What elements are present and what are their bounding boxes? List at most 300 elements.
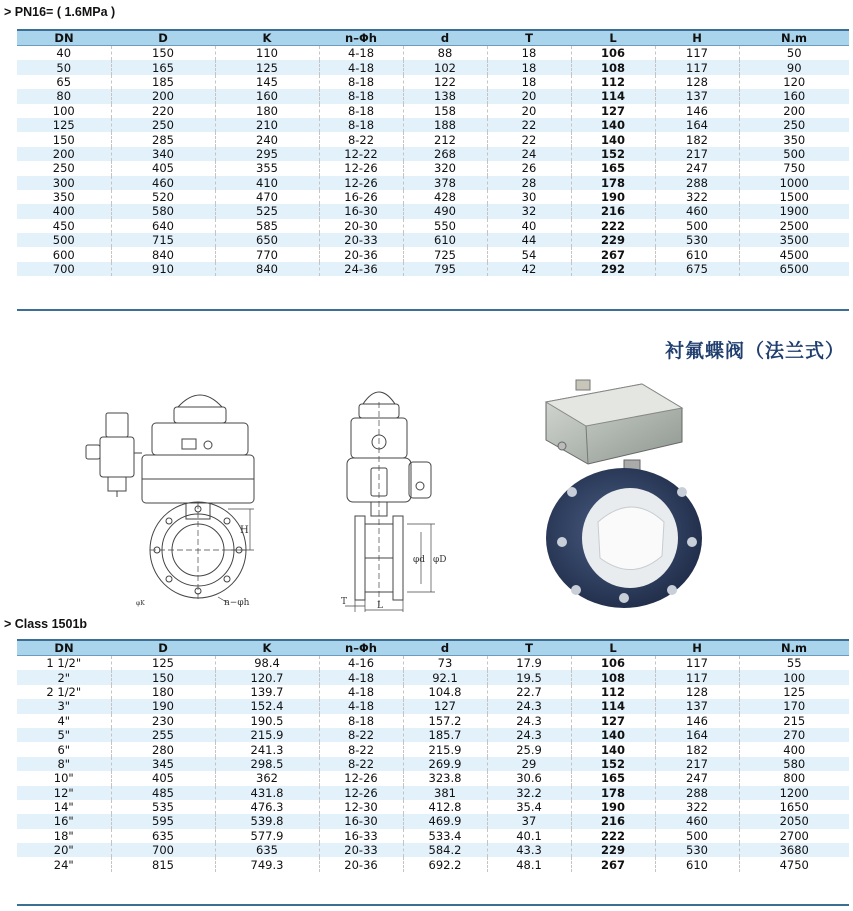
table-cell: 405 bbox=[111, 771, 215, 785]
table-cell: 1500 bbox=[739, 190, 849, 204]
table-row bbox=[17, 233, 849, 247]
table-cell: 102 bbox=[403, 60, 487, 74]
table-cell: 520 bbox=[111, 190, 215, 204]
table-cell: 25.9 bbox=[487, 742, 571, 756]
table-row bbox=[17, 204, 849, 218]
table-cell: 22 bbox=[487, 132, 571, 146]
table-cell: 285 bbox=[111, 132, 215, 146]
table-cell: 378 bbox=[403, 176, 487, 190]
table-cell: 185 bbox=[111, 75, 215, 89]
table-cell: 29 bbox=[487, 757, 571, 771]
table-cell: 450 bbox=[52, 218, 75, 233]
table-cell: 535 bbox=[111, 800, 215, 814]
table-cell: 145 bbox=[215, 75, 319, 89]
table-cell: 98.4 bbox=[215, 656, 319, 671]
table-row bbox=[17, 147, 849, 161]
table-cell: 127 bbox=[403, 699, 487, 713]
table-cell: 182 bbox=[655, 742, 739, 756]
table-cell: 20-36 bbox=[319, 857, 403, 871]
table-cell: 241.3 bbox=[215, 742, 319, 756]
table-cell: 150 bbox=[111, 46, 215, 61]
table-cell: 117 bbox=[655, 656, 739, 671]
table-row bbox=[17, 161, 849, 175]
column-header: D bbox=[111, 641, 215, 656]
table-cell: 2700 bbox=[739, 829, 849, 843]
table-cell: 180 bbox=[215, 104, 319, 118]
column-header: N.m bbox=[739, 641, 849, 656]
column-header: H bbox=[655, 31, 739, 46]
column-header: T bbox=[487, 641, 571, 656]
table-row bbox=[17, 786, 849, 800]
table-cell: 90 bbox=[739, 60, 849, 74]
table-cell: 725 bbox=[403, 247, 487, 261]
spec-table-pn16 bbox=[17, 31, 849, 276]
table-cell: 530 bbox=[655, 233, 739, 247]
table-cell: 412.8 bbox=[403, 800, 487, 814]
table-cell: 229 bbox=[571, 843, 655, 857]
table-cell: 18 bbox=[487, 75, 571, 89]
table-cell: 210 bbox=[215, 118, 319, 132]
table-cell: 117 bbox=[655, 60, 739, 74]
table-cell: 127 bbox=[571, 714, 655, 728]
table-cell: 165 bbox=[571, 771, 655, 785]
table-cell: 20-30 bbox=[319, 219, 403, 233]
table-cell: 595 bbox=[111, 814, 215, 828]
table-cell: 750 bbox=[739, 161, 849, 175]
indicator-dome-shape bbox=[178, 395, 222, 407]
table-cell: 28 bbox=[487, 176, 571, 190]
table-cell: 222 bbox=[571, 219, 655, 233]
table-cell: 323.8 bbox=[403, 771, 487, 785]
n-phi-h-label: n−φh bbox=[224, 598, 250, 608]
column-header: n–Φh bbox=[319, 641, 403, 656]
table-cell: 190 bbox=[111, 699, 215, 713]
table-cell: 910 bbox=[111, 262, 215, 276]
table-cell: 50 bbox=[739, 46, 849, 61]
table-cell: 125 bbox=[111, 656, 215, 671]
table-row bbox=[17, 60, 849, 74]
table-row bbox=[17, 46, 849, 61]
table-cell: 795 bbox=[403, 262, 487, 276]
table-cell: 122 bbox=[403, 75, 487, 89]
table-cell: 10" bbox=[53, 771, 74, 786]
table-cell: 160 bbox=[739, 89, 849, 103]
table-cell: 12-30 bbox=[319, 800, 403, 814]
spec-table-class150 bbox=[17, 641, 849, 872]
table-cell: 185.7 bbox=[403, 728, 487, 742]
table-cell: 112 bbox=[571, 75, 655, 89]
table-cell: 114 bbox=[571, 699, 655, 713]
table-cell: 20" bbox=[17, 843, 111, 857]
table-cell: 20-33 bbox=[319, 233, 403, 247]
table-cell: 104.8 bbox=[403, 685, 487, 699]
table-cell: 152 bbox=[571, 147, 655, 161]
phi-d-small-label: φd bbox=[413, 555, 426, 565]
table-cell: 190.5 bbox=[215, 714, 319, 728]
table-cell: 12-26 bbox=[319, 786, 403, 800]
table-cell: 140 bbox=[571, 132, 655, 146]
table-cell: 157.2 bbox=[403, 714, 487, 728]
table-cell: 222 bbox=[571, 829, 655, 843]
table-cell: 106 bbox=[571, 656, 655, 671]
table-cell: 24.3 bbox=[487, 714, 571, 728]
table-cell: 106 bbox=[571, 46, 655, 61]
table-cell: 431.8 bbox=[215, 786, 319, 800]
table-cell: 267 bbox=[571, 857, 655, 871]
table-cell: 580 bbox=[739, 757, 849, 771]
table-cell: 229 bbox=[571, 233, 655, 247]
table-cell: 17.9 bbox=[487, 656, 571, 671]
table-cell: 182 bbox=[655, 132, 739, 146]
table-cell: 43.3 bbox=[487, 843, 571, 857]
table-cell: 24 bbox=[487, 147, 571, 161]
table-cell: 100 bbox=[52, 103, 75, 118]
table-cell: 152.4 bbox=[215, 699, 319, 713]
table-cell: 30.6 bbox=[487, 771, 571, 785]
table-cell: 4" bbox=[57, 713, 71, 728]
table-cell: 216 bbox=[571, 814, 655, 828]
table-row bbox=[17, 104, 849, 118]
table-cell: 164 bbox=[655, 728, 739, 742]
table-cell: 54 bbox=[487, 247, 571, 261]
table-cell: 35.4 bbox=[487, 800, 571, 814]
table-cell: 1200 bbox=[739, 786, 849, 800]
table-row bbox=[17, 857, 849, 871]
phi-k-label: φK bbox=[136, 600, 145, 607]
table-cell: 178 bbox=[571, 176, 655, 190]
table-cell: 770 bbox=[215, 247, 319, 261]
table-cell: 200 bbox=[739, 104, 849, 118]
table-cell: 320 bbox=[403, 161, 487, 175]
table-cell: 288 bbox=[655, 786, 739, 800]
table-cell: 692.2 bbox=[403, 857, 487, 871]
column-header: n–Φh bbox=[319, 31, 403, 46]
table-cell: 2 1/2" bbox=[46, 684, 82, 699]
table-bottom-border bbox=[17, 904, 849, 906]
table-cell: 635 bbox=[215, 843, 319, 857]
table-cell: 577.9 bbox=[215, 829, 319, 843]
table-cell: 165 bbox=[571, 161, 655, 175]
table-cell: 24.3 bbox=[487, 728, 571, 742]
table-cell: 410 bbox=[215, 176, 319, 190]
table-cell: 160 bbox=[215, 89, 319, 103]
table-cell: 1000 bbox=[739, 176, 849, 190]
table-cell: 165 bbox=[111, 60, 215, 74]
table-row bbox=[17, 247, 849, 261]
table-cell: 190 bbox=[571, 190, 655, 204]
table-cell: 42 bbox=[487, 262, 571, 276]
table-cell: 355 bbox=[215, 161, 319, 175]
table-row bbox=[17, 814, 849, 828]
table-cell: 73 bbox=[403, 656, 487, 671]
table-cell: 125 bbox=[739, 685, 849, 699]
column-header: DN bbox=[17, 641, 111, 656]
table-cell: 30 bbox=[487, 190, 571, 204]
table-row bbox=[17, 843, 849, 857]
table-cell: 4500 bbox=[739, 247, 849, 261]
table-cell: 170 bbox=[739, 699, 849, 713]
table-cell: 164 bbox=[655, 118, 739, 132]
table-cell: 16-30 bbox=[319, 814, 403, 828]
table-row bbox=[17, 118, 849, 132]
table-cell: 5" bbox=[17, 728, 111, 742]
table-cell: 128 bbox=[655, 75, 739, 89]
table-cell: 4-18 bbox=[319, 60, 403, 74]
table-cell: 19.5 bbox=[487, 670, 571, 684]
table-cell: 24" bbox=[53, 857, 74, 872]
table-cell: 24-36 bbox=[319, 262, 403, 276]
table-cell: 381 bbox=[403, 786, 487, 800]
table-cell: 539.8 bbox=[215, 814, 319, 828]
section-title-class150: > Class 1501b bbox=[4, 617, 88, 631]
table-row bbox=[17, 75, 849, 89]
table-cell: 18" bbox=[53, 828, 74, 843]
table-header-row bbox=[17, 641, 849, 656]
table-cell: 6" bbox=[57, 742, 71, 757]
table-cell: 550 bbox=[403, 219, 487, 233]
table-cell: 322 bbox=[655, 190, 739, 204]
table-cell: 117 bbox=[655, 670, 739, 684]
table-cell: 585 bbox=[215, 219, 319, 233]
table-cell: 350 bbox=[52, 190, 75, 205]
table-cell: 268 bbox=[403, 147, 487, 161]
table-cell: 700 bbox=[111, 843, 215, 857]
table-cell: 125 bbox=[17, 118, 111, 132]
table-cell: 12-22 bbox=[319, 147, 403, 161]
table-cell: 158 bbox=[403, 104, 487, 118]
column-header: N.m bbox=[739, 31, 849, 46]
t-dimension-label: T bbox=[341, 597, 348, 607]
table-cell: 150 bbox=[52, 132, 75, 147]
table-cell: 340 bbox=[111, 147, 215, 161]
table-cell: 500 bbox=[17, 233, 111, 247]
table-cell: 500 bbox=[655, 219, 739, 233]
table-cell: 250 bbox=[739, 118, 849, 132]
table-cell: 8-18 bbox=[319, 104, 403, 118]
table-cell: 635 bbox=[111, 829, 215, 843]
table-cell: 640 bbox=[111, 219, 215, 233]
table-cell: 200 bbox=[111, 89, 215, 103]
table-cell: 800 bbox=[739, 771, 849, 785]
table-cell: 500 bbox=[739, 147, 849, 161]
table-cell: 140 bbox=[571, 118, 655, 132]
table-cell: 55 bbox=[739, 656, 849, 671]
table-cell: 26 bbox=[487, 161, 571, 175]
table-cell: 178 bbox=[571, 786, 655, 800]
valve-side-view-drawing bbox=[335, 382, 445, 614]
table-cell: 20-36 bbox=[319, 247, 403, 261]
table-cell: 50 bbox=[17, 60, 111, 74]
table-cell: 137 bbox=[655, 89, 739, 103]
table-cell: 230 bbox=[111, 714, 215, 728]
table-cell: 215.9 bbox=[215, 728, 319, 742]
table-cell: 12-26 bbox=[319, 161, 403, 175]
table-cell: 80 bbox=[17, 89, 111, 103]
table-cell: 470 bbox=[215, 190, 319, 204]
table-cell: 8-18 bbox=[319, 118, 403, 132]
column-header: DN bbox=[17, 31, 111, 46]
table-cell: 600 bbox=[52, 247, 75, 262]
table-cell: 22 bbox=[487, 118, 571, 132]
table-cell: 146 bbox=[655, 714, 739, 728]
table-cell: 117 bbox=[655, 46, 739, 61]
table-cell: 180 bbox=[111, 685, 215, 699]
table-cell: 16-26 bbox=[319, 190, 403, 204]
table-cell: 24.3 bbox=[487, 699, 571, 713]
table-cell: 247 bbox=[655, 161, 739, 175]
table-cell: 610 bbox=[655, 247, 739, 261]
section-title-pn16: > PN16= ( 1.6MPa ) bbox=[4, 5, 116, 19]
table-row bbox=[17, 132, 849, 146]
table-cell: 840 bbox=[215, 262, 319, 276]
table-cell: 267 bbox=[571, 247, 655, 261]
table-cell: 3500 bbox=[739, 233, 849, 247]
table-cell: 525 bbox=[215, 204, 319, 218]
table-cell: 362 bbox=[215, 771, 319, 785]
table-cell: 749.3 bbox=[215, 857, 319, 871]
table-cell: 2" bbox=[17, 670, 111, 684]
table-cell: 188 bbox=[403, 118, 487, 132]
table-cell: 8-18 bbox=[319, 714, 403, 728]
table-cell: 584.2 bbox=[403, 843, 487, 857]
table-cell: 215.9 bbox=[403, 742, 487, 756]
table-cell: 400 bbox=[739, 742, 849, 756]
table-cell: 1650 bbox=[739, 800, 849, 814]
column-header: d bbox=[403, 31, 487, 46]
table-cell: 8-22 bbox=[319, 757, 403, 771]
table-cell: 2500 bbox=[739, 219, 849, 233]
table-cell: 247 bbox=[655, 771, 739, 785]
table-cell: 715 bbox=[111, 233, 215, 247]
table-cell: 18 bbox=[487, 60, 571, 74]
table-cell: 110 bbox=[215, 46, 319, 61]
table-cell: 8" bbox=[17, 757, 111, 771]
table-cell: 400 bbox=[17, 204, 111, 218]
table-cell: 8-22 bbox=[319, 742, 403, 756]
table-cell: 140 bbox=[571, 742, 655, 756]
table-row bbox=[17, 771, 849, 785]
table-cell: 217 bbox=[655, 757, 739, 771]
table-cell: 485 bbox=[111, 786, 215, 800]
table-cell: 12" bbox=[17, 786, 111, 800]
table-cell: 1 1/2" bbox=[46, 656, 82, 671]
table-cell: 16-33 bbox=[319, 829, 403, 843]
table-cell: 200 bbox=[17, 147, 111, 161]
table-header-row bbox=[17, 31, 849, 46]
table-cell: 815 bbox=[111, 857, 215, 871]
table-cell: 4-18 bbox=[319, 46, 403, 61]
table-cell: 140 bbox=[571, 728, 655, 742]
table-cell: 460 bbox=[655, 814, 739, 828]
column-header: d bbox=[403, 641, 487, 656]
table-cell: 217 bbox=[655, 147, 739, 161]
table-cell: 270 bbox=[739, 728, 849, 742]
table-cell: 295 bbox=[215, 147, 319, 161]
table-cell: 8-22 bbox=[319, 132, 403, 146]
table-row bbox=[17, 176, 849, 190]
table-row bbox=[17, 670, 849, 684]
table-cell: 500 bbox=[655, 829, 739, 843]
table-row bbox=[17, 829, 849, 843]
table-cell: 428 bbox=[403, 190, 487, 204]
table-row bbox=[17, 656, 849, 671]
table-cell: 139.7 bbox=[215, 685, 319, 699]
column-header: L bbox=[571, 31, 655, 46]
table-cell: 20 bbox=[487, 89, 571, 103]
table-bottom-border bbox=[17, 309, 849, 311]
table-cell: 138 bbox=[403, 89, 487, 103]
table-cell: 700 bbox=[17, 262, 111, 276]
table-cell: 40.1 bbox=[487, 829, 571, 843]
table-cell: 250 bbox=[111, 118, 215, 132]
table-cell: 128 bbox=[655, 685, 739, 699]
table-cell: 16" bbox=[17, 814, 111, 828]
table-cell: 405 bbox=[111, 161, 215, 175]
h-dimension-label: H bbox=[240, 525, 249, 536]
table-cell: 215 bbox=[739, 714, 849, 728]
l-dimension-label: L bbox=[377, 601, 383, 611]
table-row bbox=[17, 728, 849, 742]
table-cell: 280 bbox=[111, 742, 215, 756]
table-cell: 32.2 bbox=[487, 786, 571, 800]
table-cell: 120 bbox=[739, 75, 849, 89]
column-header: L bbox=[571, 641, 655, 656]
table-cell: 288 bbox=[655, 176, 739, 190]
table-cell: 32 bbox=[487, 204, 571, 218]
column-header: K bbox=[215, 31, 319, 46]
table-cell: 8-18 bbox=[319, 89, 403, 103]
table-row bbox=[17, 699, 849, 713]
table-cell: 14" bbox=[53, 800, 74, 815]
table-cell: 20 bbox=[487, 104, 571, 118]
table-cell: 345 bbox=[111, 757, 215, 771]
table-row bbox=[17, 190, 849, 204]
table-cell: 88 bbox=[403, 46, 487, 61]
table-cell: 4-18 bbox=[319, 670, 403, 684]
table-cell: 127 bbox=[571, 104, 655, 118]
table-cell: 100 bbox=[739, 670, 849, 684]
table-cell: 12-26 bbox=[319, 771, 403, 785]
table-cell: 216 bbox=[571, 204, 655, 218]
table-cell: 44 bbox=[487, 233, 571, 247]
valve-product-photo bbox=[532, 372, 702, 612]
table-cell: 840 bbox=[111, 247, 215, 261]
table-cell: 476.3 bbox=[215, 800, 319, 814]
table-cell: 48.1 bbox=[487, 857, 571, 871]
table-cell: 112 bbox=[571, 685, 655, 699]
table-cell: 108 bbox=[571, 670, 655, 684]
table-cell: 298.5 bbox=[215, 757, 319, 771]
table-cell: 469.9 bbox=[403, 814, 487, 828]
table-cell: 350 bbox=[739, 132, 849, 146]
table-cell: 610 bbox=[655, 857, 739, 871]
table-row bbox=[17, 89, 849, 103]
table-cell: 137 bbox=[655, 699, 739, 713]
table-cell: 580 bbox=[111, 204, 215, 218]
table-cell: 20-33 bbox=[319, 843, 403, 857]
table-cell: 3" bbox=[17, 699, 111, 713]
table-row bbox=[17, 757, 849, 771]
table-cell: 212 bbox=[403, 132, 487, 146]
column-header: H bbox=[655, 641, 739, 656]
table-row bbox=[17, 800, 849, 814]
table-cell: 37 bbox=[487, 814, 571, 828]
table-row bbox=[17, 685, 849, 699]
table-cell: 240 bbox=[215, 132, 319, 146]
table-cell: 16-30 bbox=[319, 204, 403, 218]
table-cell: 120.7 bbox=[215, 670, 319, 684]
table-cell: 530 bbox=[655, 843, 739, 857]
